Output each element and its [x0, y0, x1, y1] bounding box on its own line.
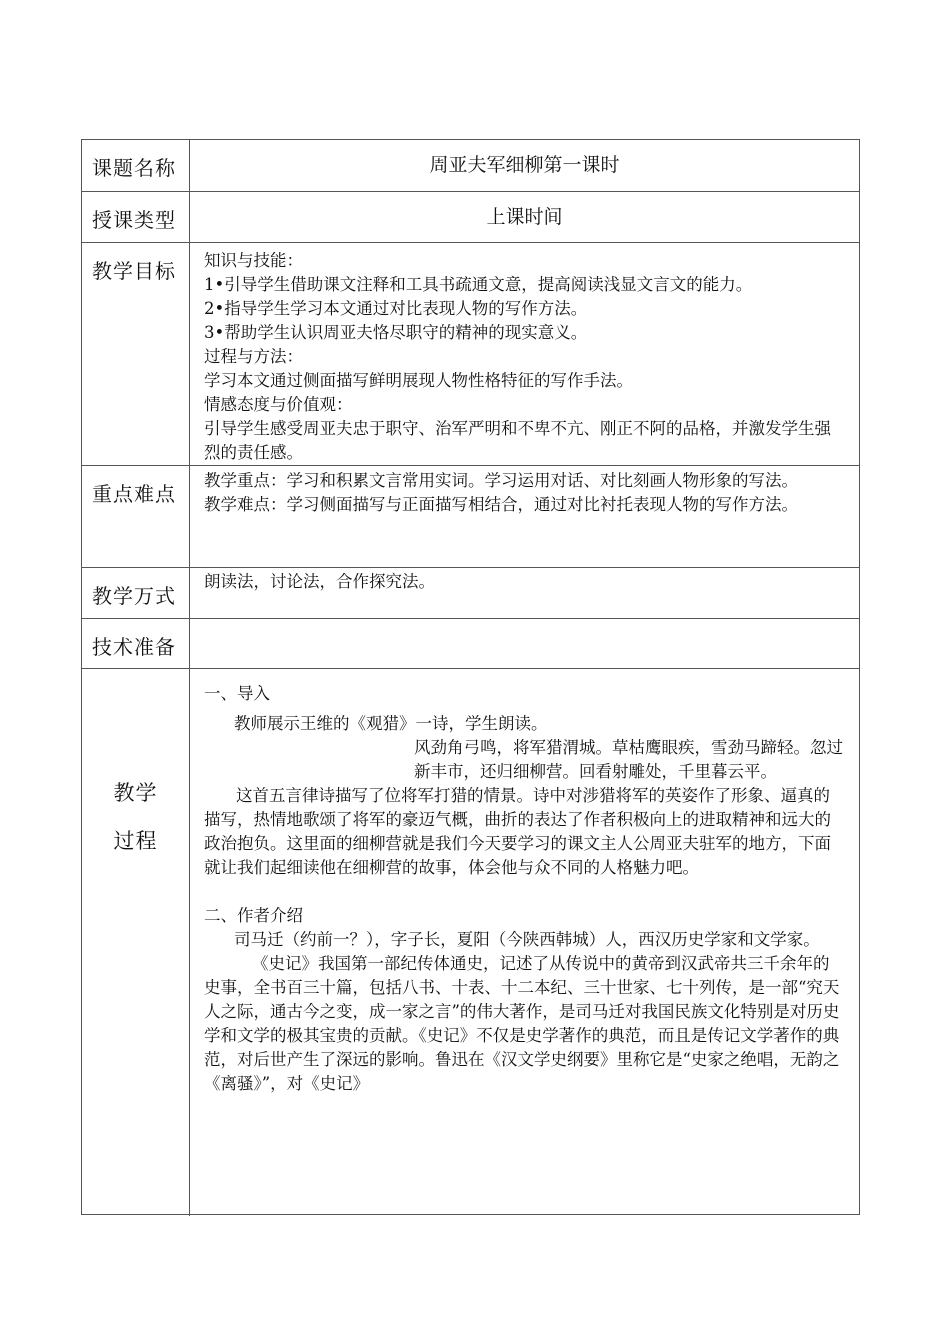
process-label-2: 过程: [113, 829, 158, 853]
row-type: [82, 191, 859, 242]
section-heading: 二、作者介绍: [204, 906, 303, 925]
process-text: [204, 682, 845, 1096]
class-time: 上课时间: [486, 206, 563, 228]
goal-line: 3•帮助学生认识周亚夫恪尽职守的精神的现实意义。: [204, 323, 588, 342]
row-label: [82, 243, 190, 465]
row-tech: [82, 618, 859, 668]
teaching-focus: 教学重点：学习和积累文言常用实词。学习运用对话、对比刻画人物形象的写法。: [204, 471, 798, 490]
lesson-plan-table: [81, 139, 860, 1215]
intro-paragraph: 教师展示王维的《观猎》一诗，学生朗读。: [234, 714, 548, 733]
section-heading: 一、导入: [204, 684, 270, 703]
label-text: 教学目标: [92, 259, 176, 283]
poem-comment: 这首五言律诗描写了位将军打猎的情景。诗中对涉猎将军的英姿作了形象、逼真的描写，热情地歌颂了将军的豪迈气概，曲折的表达了作者积极向上的进取精神和远大的政治抱负。这里面的细柳营就是我们今天要学习的课文主人公周亚夫驻军的地方，下面就让我们起细读他在细柳营的故事，体会他与众不同的人格魅力吧。: [204, 786, 831, 877]
row-label: [82, 466, 190, 567]
keypoints-cell: [190, 466, 859, 567]
goal-line: 情感态度与价值观：: [204, 395, 353, 414]
shiji-paragraph: 《史记》我国第一部纪传体通史，记述了从传说中的黄帝到汉武帝共三千余年的史事，全书百三十篇，包括八书、十表、十二本纪、三十世家、七十列传，是一部“究天人之际，通古今之变，成一家之言”的伟大著作，是司马迁对我国民族文化特别是对历史学和文学的极其宝贵的贡献。《史记》不仅是史学著作的典范，而且是传记文学著作的典范，对后世产生了深远的影响。鲁迅在《汉文学史纲要》里称它是“史家之绝唱，无韵之《离骚》”，对《史记》: [204, 954, 840, 1093]
row-title: [82, 140, 859, 191]
row-label: [82, 669, 190, 1216]
lesson-title: 周亚夫军细柳第一课时: [429, 154, 620, 176]
keypoints-text: [204, 469, 845, 517]
row-label: [82, 192, 190, 242]
row-label: [82, 619, 190, 668]
goals-text: [204, 249, 845, 465]
row-keypoints: [82, 465, 859, 567]
row-process: [82, 668, 859, 1216]
goal-line: 学习本文通过侧面描写鲜明展现人物性格特征的写作手法。: [204, 371, 633, 390]
row-label: [82, 568, 190, 618]
label-text: 教学万式: [92, 584, 176, 608]
goal-line: 过程与方法：: [204, 347, 303, 366]
process-cell: [190, 669, 859, 1216]
teaching-difficulty: 教学难点：学习侧面描写与正面描写相结合，通过对比衬托表现人物的写作方法。: [204, 495, 798, 514]
goal-line: 引导学生感受周亚夫忠于职守、治军严明和不卑不亢、刚正不阿的品格，并激发学生强烈的责任感。: [204, 419, 831, 462]
method-cell: [190, 568, 859, 618]
row-method: [82, 567, 859, 618]
goal-line: 知识与技能：: [204, 251, 303, 270]
row-label: [82, 140, 190, 191]
label-text: 技术准备: [92, 635, 176, 659]
poem-text: 风劲角弓鸣，将军猎渭城。草枯鹰眼疾，雪劲马蹄轻。忽过新丰市，还归细柳营。回看射雕处，千里暮云平。: [414, 738, 843, 781]
goals-cell: [190, 243, 859, 465]
label-text: 重点难点: [92, 482, 176, 506]
goal-line: 1•引导学生借助课文注释和工具书疏通文意，提高阅读浅显文言文的能力。: [204, 275, 753, 294]
label-text: 授课类型: [92, 208, 176, 232]
row-goals: [82, 242, 859, 465]
blank-line: [204, 880, 845, 904]
process-label-1: 教学: [113, 781, 158, 805]
goal-line: 2•指导学生学习本文通过对比表现人物的写作方法。: [204, 299, 588, 318]
label-text: 课题名称: [92, 156, 176, 180]
tech-cell: [190, 619, 859, 668]
author-paragraph: 司马迁（约前一？），字子长，夏阳（今陕西韩城）人，西汉历史学家和文学家。: [234, 930, 820, 949]
method-text: 朗读法，讨论法，合作探究法。: [204, 572, 435, 591]
